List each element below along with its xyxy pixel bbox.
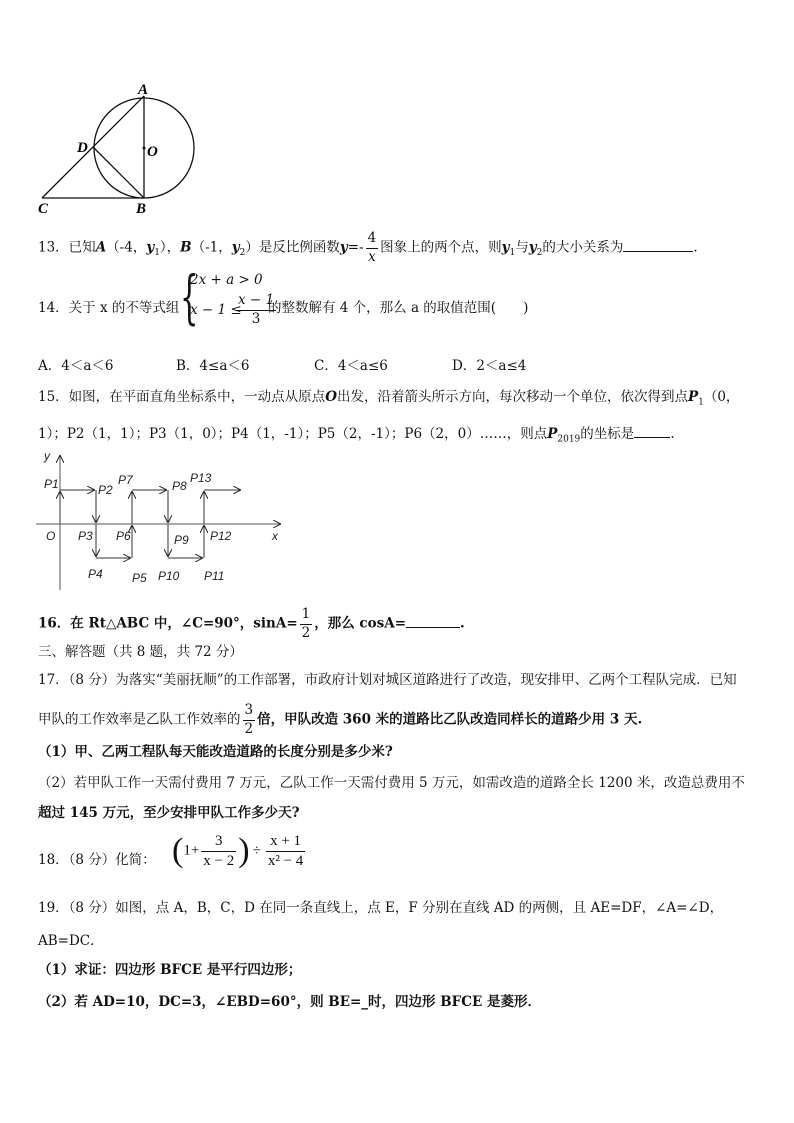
q19-sub2: （2）若 AD=10，DC=3，∠EBD=60°，则 BE=_时，四边形 BFCE 是菱形．: [38, 994, 541, 1010]
q19-sub1: （1）求证：四边形 BFCE 是平行四边形；: [38, 962, 302, 978]
q15-p2019: P: [547, 426, 558, 442]
q15-text-line2: 1）；P2（1，1）；P3（1，0）；P4（1，-1）；P5（2，-1）；P6（2，0）……，则点: [38, 426, 548, 442]
label-B: B: [136, 201, 147, 217]
q14-option-d[interactable]: D．2＜a≤4: [452, 358, 527, 374]
q17-frac-den: 2: [244, 720, 254, 737]
point-label-p9: P9: [174, 533, 189, 547]
q14-number: 14．关于 x 的不等式组: [38, 300, 180, 316]
q17-text-a: 甲队的工作效率是乙队工作效率的: [38, 711, 241, 728]
q13-after: 图象上的两个点，则: [380, 239, 502, 256]
q14-frac-den: 3: [251, 310, 261, 327]
q14-option-a[interactable]: A．4＜a＜6: [38, 358, 114, 374]
q17-sub2-line2: 超过 145 万元，至少安排甲队工作多少天?: [38, 805, 300, 821]
q15-text-b: 出发，沿着箭头所示方向，每次移动一个单位，依次得到点: [336, 389, 688, 405]
point-label-p2: P2: [98, 483, 113, 497]
point-label-p5: P5: [132, 571, 147, 585]
q13-eq: =-: [347, 239, 364, 256]
q16-frac-num: 1: [300, 608, 313, 625]
q13-with: 与: [515, 239, 529, 256]
point-label-p4: P4: [88, 567, 103, 581]
q17-sub2-line1: （2）若甲队工作一天需付费用 7 万元，乙队工作一天需付费用 5 万元，如需改造的道路全长 1200 米，改造总费用不: [38, 775, 745, 791]
q18-f1-den: x − 2: [203, 852, 235, 869]
q18-paren-left: (: [172, 832, 184, 869]
point-label-p1: P1: [44, 477, 59, 491]
circle-figure: [30, 78, 200, 218]
q13-end: .: [693, 239, 698, 256]
q13-a-close: ），: [159, 239, 181, 256]
q15-p1: P: [687, 389, 699, 405]
q13-cmp-y2-sub: 2: [536, 248, 543, 259]
question-18: [38, 848, 156, 868]
q17-line1: 17．（8 分）为落实“美丽抚顺”的工作部署，市政府计划对城区道路进行了改造，现安排甲、乙两个工程队完成．已知: [38, 672, 737, 688]
q15-tail: 的坐标是: [580, 426, 635, 442]
q17-sub1: （1）甲、乙两工程队每天能改造道路的长度分别是多少米?: [38, 744, 393, 760]
q14-frac-num: x − 1: [236, 294, 276, 311]
q14-brace: {: [180, 263, 199, 331]
point-label-p6: P6: [116, 529, 131, 543]
q18-f2-den: x² − 4: [267, 852, 304, 869]
q17-text-b: 倍，甲队改造 360 米的道路比乙队改造同样长的道路少用 3 天.: [257, 711, 643, 728]
point-label-p11: P11: [204, 569, 225, 583]
q18-fraction-2: [266, 834, 305, 869]
q18-one-plus: 1+: [183, 842, 200, 859]
q13-b-coords: （-1，: [191, 239, 232, 256]
point-label-p12: P12: [210, 529, 232, 543]
q15-text-c: （0，: [703, 389, 740, 405]
q17-fraction: [243, 704, 256, 736]
q17-frac-num: 3: [243, 704, 256, 721]
label-D: D: [77, 140, 88, 156]
q19-line2: AB=DC．: [38, 933, 104, 949]
question-15-line1: [38, 385, 739, 408]
q16-answer-blank[interactable]: [406, 615, 460, 628]
q13-b-close: ）是反比例函数: [245, 239, 340, 256]
q15-answer-blank[interactable]: [634, 425, 670, 438]
path-figure: [32, 450, 292, 595]
q18-paren-right: ): [238, 832, 250, 869]
q13-cmp-y1-sub: 1: [509, 248, 516, 259]
q13-y1-sub: 1: [154, 248, 160, 259]
q18-div: ÷: [252, 842, 261, 859]
q14-option-b[interactable]: B．4≤a＜6: [176, 358, 250, 374]
q13-point-B: B: [180, 239, 192, 256]
q16-end: .: [460, 615, 465, 632]
question-13: [38, 232, 698, 264]
q14-line2-left: x − 1 ≤: [190, 302, 242, 318]
label-O: O: [147, 144, 158, 160]
question-15-line2: [38, 422, 675, 445]
q16-tail: ，那么 cosA=: [314, 615, 407, 632]
q13-frac-num: 4: [366, 232, 379, 249]
q13-y2: y: [231, 239, 240, 256]
q13-y: y: [339, 239, 348, 256]
axis-x-label: x: [272, 529, 278, 543]
q15-p1-sub: 1: [698, 397, 704, 408]
q13-a-coords: （-4，: [106, 239, 147, 256]
q14-line1: 2x + a > 0: [190, 272, 263, 288]
q19-line1: 19．（8 分）如图，点 A，B，C，D 在同一条直线上，点 E，F 分别在直线 AD 的两侧，且 AE=DF，∠A=∠D，: [38, 900, 724, 916]
question-16: [38, 608, 465, 640]
q18-f1-num: 3: [201, 834, 236, 852]
q15-origin: O: [325, 389, 337, 405]
point-label-p10: P10: [158, 569, 180, 583]
axis-y-label: y: [44, 450, 50, 463]
q14-inequality-system: [180, 263, 275, 338]
point-label-p3: P3: [78, 529, 93, 543]
q15-end: .: [670, 426, 675, 442]
q13-tail: 的大小关系为: [542, 239, 624, 256]
q18-expression: [172, 832, 307, 870]
q18-fraction-1: [201, 834, 236, 869]
q13-cmp-y1: y: [501, 239, 510, 256]
q13-point-A: A: [95, 239, 107, 256]
section-title: 三、解答题（共 8 题，共 72 分）: [38, 644, 243, 660]
q18-label: 18．（8 分）化简：: [38, 852, 156, 868]
q18-f2-num: x + 1: [266, 834, 305, 852]
origin-label: O: [46, 529, 56, 543]
question-14-stem: [38, 296, 179, 316]
label-C: C: [38, 201, 49, 217]
point-label-p13: P13: [190, 471, 212, 485]
q13-answer-blank[interactable]: [623, 239, 693, 252]
q14-option-c[interactable]: C．4＜a≤6: [314, 358, 388, 374]
q14-tail: 的整数解有 4 个，那么 a 的取值范围( ): [268, 300, 529, 316]
q13-y1: y: [146, 239, 155, 256]
point-label-p7: P7: [118, 473, 133, 487]
q16-fraction: [300, 608, 313, 640]
q13-cmp-y2: y: [528, 239, 537, 256]
q16-text: 16．在 Rt△ABC 中，∠C=90°，sinA=: [38, 615, 298, 632]
point-label-p8: P8: [172, 479, 187, 493]
q13-fraction: [366, 232, 379, 264]
q13-number: 13．已知: [38, 239, 96, 256]
q15-p2019-sub: 2019: [557, 434, 581, 445]
q13-y2-sub: 2: [239, 248, 246, 259]
q16-frac-den: 2: [301, 624, 311, 641]
q17-line2: [38, 704, 642, 736]
q13-frac-den: x: [368, 248, 376, 265]
q15-text-a: 15．如图，在平面直角坐标系中，一动点从原点: [38, 389, 326, 405]
label-A: A: [138, 82, 149, 98]
